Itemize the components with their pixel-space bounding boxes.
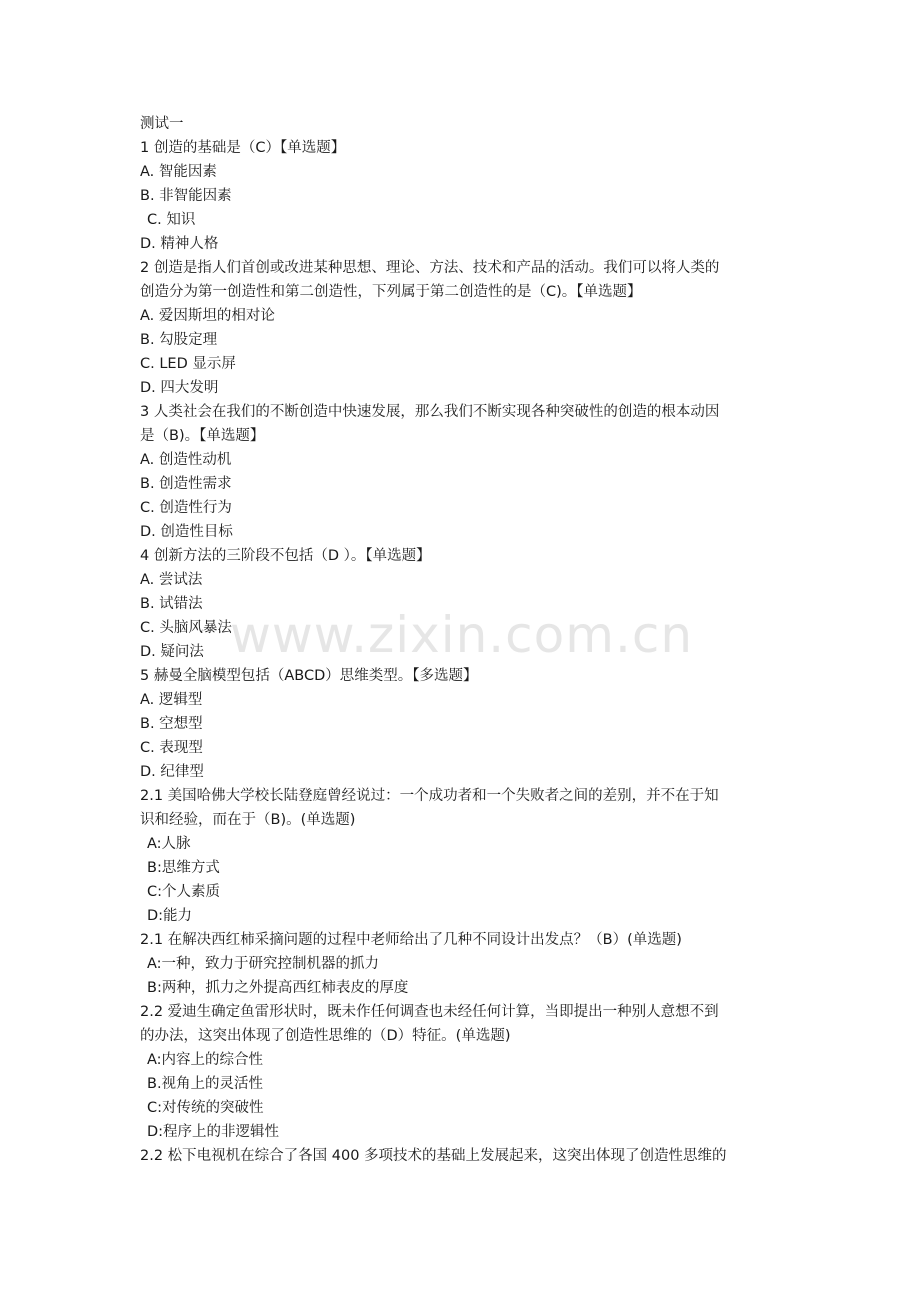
option-line: B. 空想型: [140, 716, 203, 732]
option-line: B. 创造性需求: [140, 476, 232, 492]
option-line: B:两种，抓力之外提高西红柿表皮的厚度: [147, 980, 409, 996]
option-line: D. 创造性目标: [140, 524, 233, 540]
question-2-cont: 创造分为第一创造性和第二创造性，下列属于第二创造性的是（C)。【单选题】: [140, 284, 642, 300]
option-line: C:个人素质: [147, 884, 221, 900]
question-2-2b: 2.2 松下电视机在综合了各国 400 多项技术的基础上发展起来，这突出体现了创造性思维的: [140, 1148, 727, 1164]
option-line: A. 智能因素: [140, 164, 217, 180]
option-line: B. 勾股定理: [140, 332, 218, 348]
question-2-2a-cont: 的办法，这突出体现了创造性思维的（D）特征。(单选题): [140, 1028, 511, 1044]
option-line: D:能力: [147, 908, 193, 924]
option-line: D. 精神人格: [140, 236, 219, 252]
option-line: A:一种，致力于研究控制机器的抓力: [147, 956, 380, 972]
question-3-cont: 是（B)。【单选题】: [140, 428, 265, 444]
option-line: A:内容上的综合性: [147, 1052, 264, 1068]
question-5: 5 赫曼全脑模型包括（ABCD）思维类型。【多选题】: [140, 668, 478, 684]
option-line: B. 非智能因素: [140, 188, 232, 204]
option-line: C. 表现型: [140, 740, 203, 756]
question-2-1a: 2.1 美国哈佛大学校长陆登庭曾经说过：一个成功者和一个失败者之间的差别，并不在于知: [140, 788, 719, 804]
option-line: C. LED 显示屏: [140, 356, 236, 372]
option-line: A:人脉: [147, 836, 191, 852]
option-line: C. 创造性行为: [140, 500, 232, 516]
question-4: 4 创新方法的三阶段不包括（D ）。【单选题】: [140, 548, 431, 564]
watermark: www.zixin.com.cn: [230, 606, 694, 664]
option-line: B. 试错法: [140, 596, 203, 612]
option-line: B.视角上的灵活性: [147, 1076, 264, 1092]
option-line: A. 尝试法: [140, 572, 203, 588]
option-line: D. 疑问法: [140, 644, 204, 660]
option-line: D:程序上的非逻辑性: [147, 1124, 280, 1140]
option-line: A. 创造性动机: [140, 452, 232, 468]
option-line: C. 知识: [147, 212, 196, 228]
option-line: D. 纪律型: [140, 764, 204, 780]
option-line: C. 头脑风暴法: [140, 620, 232, 636]
option-line: B:思维方式: [147, 860, 220, 876]
question-1: 1 创造的基础是（C）【单选题】: [140, 140, 346, 156]
option-line: A. 爱因斯坦的相对论: [140, 308, 275, 324]
question-3: 3 人类社会在我们的不断创造中快速发展，那么我们不断实现各种突破性的创造的根本动因: [140, 404, 720, 420]
question-2-1a-cont: 识和经验，而在于（B)。(单选题): [140, 812, 356, 828]
option-line: D. 四大发明: [140, 380, 219, 396]
section-title: 测试一: [140, 116, 184, 132]
option-line: C:对传统的突破性: [147, 1100, 264, 1116]
question-2: 2 创造是指人们首创或改进某种思想、理论、方法、技术和产品的活动。我们可以将人类的: [140, 260, 720, 276]
option-line: A. 逻辑型: [140, 692, 203, 708]
question-2-1b: 2.1 在解决西红柿采摘问题的过程中老师给出了几种不同设计出发点？（B）(单选题): [140, 932, 682, 948]
question-2-2a: 2.2 爱迪生确定鱼雷形状时，既未作任何调查也未经任何计算，当即提出一种别人意想不到: [140, 1004, 719, 1020]
